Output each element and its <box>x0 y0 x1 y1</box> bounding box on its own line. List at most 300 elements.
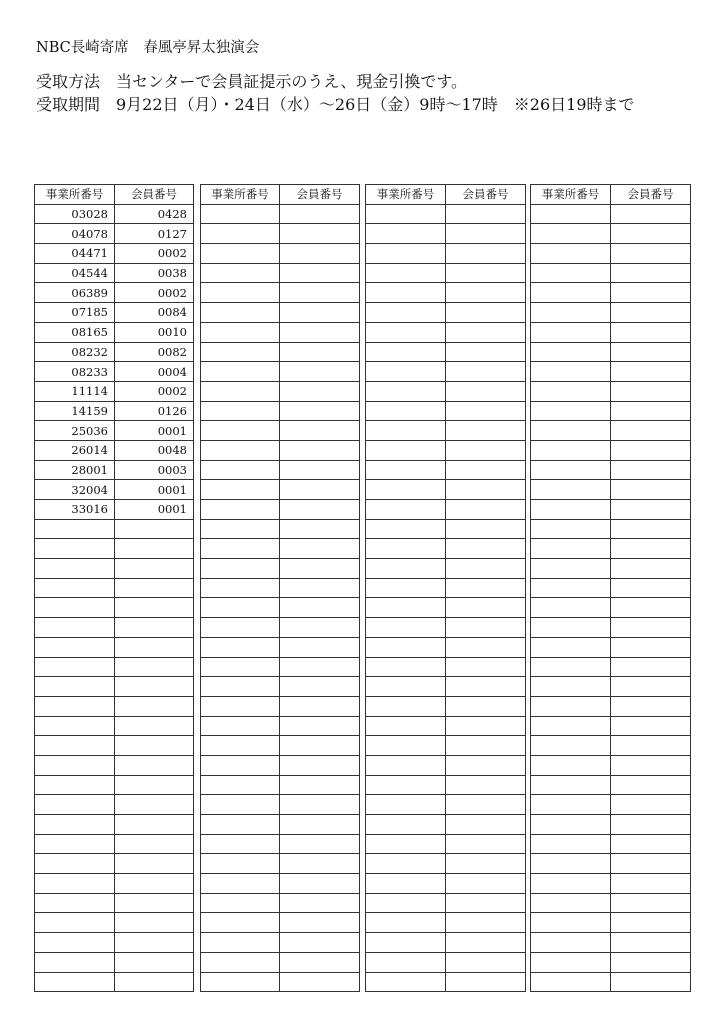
member-number-cell <box>446 283 526 303</box>
member-number-cell <box>280 736 360 756</box>
office-number-cell <box>201 480 280 500</box>
table-row <box>35 775 194 795</box>
table-row <box>201 854 360 874</box>
office-number-cell <box>201 874 280 894</box>
table-row <box>201 913 360 933</box>
member-number-cell <box>280 519 360 539</box>
table-row <box>366 500 526 520</box>
office-number-cell <box>366 539 446 559</box>
member-number-cell <box>446 657 526 677</box>
member-number-cell <box>280 854 360 874</box>
table-row <box>366 342 526 362</box>
office-number-cell <box>35 716 115 736</box>
member-number-cell <box>446 342 526 362</box>
office-number-cell <box>531 696 611 716</box>
member-number-cell <box>280 578 360 598</box>
member-table-2 <box>200 184 360 992</box>
office-number-cell <box>366 440 446 460</box>
office-number-cell <box>201 657 280 677</box>
member-number-cell <box>115 578 194 598</box>
office-number-cell <box>531 421 611 441</box>
table-row <box>201 755 360 775</box>
table-row <box>531 775 691 795</box>
member-number-cell <box>446 519 526 539</box>
table-row <box>201 598 360 618</box>
office-number-cell <box>35 815 115 835</box>
table-row <box>35 362 194 382</box>
office-number-cell <box>366 578 446 598</box>
table-row <box>201 539 360 559</box>
table-row <box>531 598 691 618</box>
member-number-cell <box>115 854 194 874</box>
table-row <box>531 381 691 401</box>
member-number-cell <box>611 637 691 657</box>
table-row <box>531 618 691 638</box>
member-number-cell <box>115 677 194 697</box>
table-row <box>35 736 194 756</box>
table-row <box>366 204 526 224</box>
table-row <box>366 854 526 874</box>
member-number-cell <box>115 755 194 775</box>
member-table-3 <box>365 184 526 992</box>
table-row <box>201 244 360 264</box>
member-number-header: 会員番号 <box>446 185 526 205</box>
office-number-cell <box>366 401 446 421</box>
office-number-cell: 25036 <box>35 421 115 441</box>
table-row <box>366 244 526 264</box>
member-number-cell <box>611 224 691 244</box>
table-row <box>531 204 691 224</box>
table-row <box>531 539 691 559</box>
member-number-cell <box>115 637 194 657</box>
office-number-cell <box>366 598 446 618</box>
office-number-cell <box>531 381 611 401</box>
table-row <box>35 381 194 401</box>
table-row <box>531 854 691 874</box>
office-number-cell <box>35 755 115 775</box>
member-number-cell <box>446 303 526 323</box>
member-number-cell <box>280 401 360 421</box>
office-number-cell <box>366 854 446 874</box>
member-number-cell <box>115 696 194 716</box>
member-number-cell <box>115 913 194 933</box>
office-number-cell <box>366 204 446 224</box>
table-row <box>531 224 691 244</box>
table-row <box>201 421 360 441</box>
member-number-cell <box>611 421 691 441</box>
office-number-cell <box>201 362 280 382</box>
member-number-cell <box>611 933 691 953</box>
table-row <box>35 618 194 638</box>
member-tables <box>0 184 724 994</box>
table-row <box>201 972 360 992</box>
member-number-cell <box>115 618 194 638</box>
office-number-cell: 11114 <box>35 381 115 401</box>
table-header-row <box>35 185 194 205</box>
office-number-cell <box>366 263 446 283</box>
table-row <box>366 815 526 835</box>
table-row <box>366 598 526 618</box>
member-number-cell <box>280 322 360 342</box>
member-number-cell <box>611 716 691 736</box>
table-row <box>531 480 691 500</box>
table-row <box>201 815 360 835</box>
member-number-cell <box>280 657 360 677</box>
member-number-cell <box>280 283 360 303</box>
office-number-cell <box>366 421 446 441</box>
office-number-cell <box>531 480 611 500</box>
table-row <box>35 303 194 323</box>
member-number-cell <box>280 952 360 972</box>
member-number-cell <box>446 500 526 520</box>
office-number-cell <box>35 933 115 953</box>
member-number-cell <box>611 736 691 756</box>
member-number-cell <box>611 204 691 224</box>
member-number-cell <box>611 598 691 618</box>
member-number-cell <box>446 322 526 342</box>
office-number-cell <box>531 972 611 992</box>
office-number-cell <box>201 677 280 697</box>
table-row <box>366 421 526 441</box>
office-number-cell <box>366 362 446 382</box>
table-row <box>531 815 691 835</box>
office-number-cell <box>201 539 280 559</box>
table-row <box>35 322 194 342</box>
office-number-cell <box>35 677 115 697</box>
table-row <box>531 696 691 716</box>
office-number-cell <box>35 559 115 579</box>
table-row <box>201 519 360 539</box>
table-row <box>201 795 360 815</box>
office-number-cell <box>201 618 280 638</box>
office-number-cell: 04471 <box>35 244 115 264</box>
table-row <box>531 500 691 520</box>
member-number-cell <box>446 755 526 775</box>
office-number-cell <box>35 736 115 756</box>
office-number-cell <box>201 440 280 460</box>
office-number-cell: 04544 <box>35 263 115 283</box>
office-number-cell: 08233 <box>35 362 115 382</box>
office-number-cell <box>35 578 115 598</box>
member-number-cell: 0084 <box>115 303 194 323</box>
table-row <box>366 775 526 795</box>
table-row <box>531 303 691 323</box>
office-number-header: 事業所番号 <box>35 185 115 205</box>
table-row <box>366 952 526 972</box>
member-number-cell <box>611 755 691 775</box>
table-row <box>366 933 526 953</box>
table-row <box>35 972 194 992</box>
member-number-cell <box>446 795 526 815</box>
member-number-cell <box>280 224 360 244</box>
table-row <box>201 303 360 323</box>
office-number-cell <box>201 342 280 362</box>
office-number-cell <box>35 618 115 638</box>
office-number-cell <box>531 854 611 874</box>
table-row <box>531 283 691 303</box>
table-row <box>35 952 194 972</box>
office-number-cell: 08232 <box>35 342 115 362</box>
table-row <box>35 519 194 539</box>
office-number-cell <box>366 283 446 303</box>
table-row <box>35 893 194 913</box>
table-row <box>35 795 194 815</box>
office-number-cell <box>35 795 115 815</box>
table-row <box>531 559 691 579</box>
office-number-cell <box>366 972 446 992</box>
member-number-cell <box>611 874 691 894</box>
office-number-cell <box>531 539 611 559</box>
table-row <box>366 913 526 933</box>
member-number-cell: 0001 <box>115 500 194 520</box>
table-row <box>366 755 526 775</box>
office-number-cell <box>366 755 446 775</box>
member-number-cell: 0082 <box>115 342 194 362</box>
office-number-cell <box>531 736 611 756</box>
member-number-cell <box>611 244 691 264</box>
member-number-cell <box>280 381 360 401</box>
table-row <box>35 283 194 303</box>
member-number-cell: 0428 <box>115 204 194 224</box>
member-number-cell <box>115 559 194 579</box>
member-number-cell <box>446 539 526 559</box>
member-number-cell <box>446 893 526 913</box>
table-row <box>366 440 526 460</box>
office-number-cell <box>35 893 115 913</box>
table-row <box>531 874 691 894</box>
table-row <box>201 637 360 657</box>
office-number-cell <box>531 795 611 815</box>
member-number-cell <box>611 677 691 697</box>
office-number-cell <box>35 775 115 795</box>
office-number-cell <box>531 578 611 598</box>
office-number-cell <box>201 775 280 795</box>
office-number-header: 事業所番号 <box>531 185 611 205</box>
table-row <box>531 736 691 756</box>
office-number-cell <box>531 834 611 854</box>
office-number-cell <box>35 657 115 677</box>
table-row <box>35 657 194 677</box>
member-number-cell <box>115 736 194 756</box>
office-number-cell <box>201 972 280 992</box>
table-row <box>35 815 194 835</box>
table-row <box>201 381 360 401</box>
office-number-cell: 04078 <box>35 224 115 244</box>
office-number-cell <box>201 283 280 303</box>
member-number-cell <box>446 637 526 657</box>
office-number-cell <box>366 224 446 244</box>
member-number-cell: 0010 <box>115 322 194 342</box>
office-number-cell <box>366 381 446 401</box>
table-row <box>35 755 194 775</box>
office-number-header: 事業所番号 <box>366 185 446 205</box>
table-row <box>201 736 360 756</box>
member-number-cell <box>446 578 526 598</box>
table-row <box>35 342 194 362</box>
table-row <box>366 322 526 342</box>
office-number-cell <box>366 519 446 539</box>
member-number-cell <box>280 500 360 520</box>
member-number-cell <box>446 440 526 460</box>
member-number-cell <box>280 303 360 323</box>
table-row <box>35 224 194 244</box>
office-number-cell <box>531 401 611 421</box>
office-number-cell <box>531 322 611 342</box>
table-row <box>531 657 691 677</box>
table-row <box>366 519 526 539</box>
office-number-cell <box>531 815 611 835</box>
member-number-cell <box>115 775 194 795</box>
pickup-method: 受取方法 当センターで会員証提示のうえ、現金引換です。 <box>36 72 468 91</box>
table-row <box>201 263 360 283</box>
member-number-cell <box>611 893 691 913</box>
member-number-cell <box>280 893 360 913</box>
office-number-cell <box>201 460 280 480</box>
table-row <box>531 578 691 598</box>
office-number-cell <box>366 677 446 697</box>
table-row <box>201 224 360 244</box>
office-number-cell <box>201 913 280 933</box>
office-number-cell <box>201 755 280 775</box>
member-number-cell <box>115 657 194 677</box>
table-row <box>201 362 360 382</box>
member-number-cell <box>446 401 526 421</box>
office-number-cell <box>531 657 611 677</box>
member-number-cell <box>280 716 360 736</box>
member-number-cell <box>611 263 691 283</box>
member-number-cell <box>115 815 194 835</box>
office-number-cell <box>531 519 611 539</box>
member-number-cell <box>446 480 526 500</box>
member-number-cell <box>611 539 691 559</box>
member-number-cell <box>611 972 691 992</box>
table-row <box>35 421 194 441</box>
table-row <box>531 401 691 421</box>
member-number-cell <box>280 244 360 264</box>
member-number-cell <box>446 677 526 697</box>
office-number-cell: 32004 <box>35 480 115 500</box>
office-number-cell <box>366 716 446 736</box>
member-number-cell <box>611 834 691 854</box>
table-row <box>35 244 194 264</box>
office-number-cell <box>366 303 446 323</box>
table-row <box>531 952 691 972</box>
table-row <box>366 736 526 756</box>
office-number-cell <box>531 342 611 362</box>
office-number-cell <box>201 303 280 323</box>
member-number-cell <box>280 874 360 894</box>
office-number-cell <box>366 657 446 677</box>
member-number-cell <box>280 972 360 992</box>
table-header-row <box>531 185 691 205</box>
office-number-cell <box>201 559 280 579</box>
office-number-cell <box>531 716 611 736</box>
member-number-cell <box>611 519 691 539</box>
office-number-cell <box>366 893 446 913</box>
table-row <box>35 263 194 283</box>
table-row <box>201 874 360 894</box>
member-number-cell: 0048 <box>115 440 194 460</box>
table-row <box>35 401 194 421</box>
table-row <box>35 696 194 716</box>
table-row <box>35 539 194 559</box>
table-row <box>201 893 360 913</box>
office-number-cell <box>531 559 611 579</box>
member-number-cell: 0002 <box>115 283 194 303</box>
office-number-cell <box>531 500 611 520</box>
member-number-cell <box>446 618 526 638</box>
office-number-cell <box>366 696 446 716</box>
table-row <box>201 460 360 480</box>
member-number-cell <box>280 539 360 559</box>
office-number-cell <box>531 303 611 323</box>
office-number-cell: 33016 <box>35 500 115 520</box>
member-number-cell <box>115 834 194 854</box>
office-number-cell <box>35 637 115 657</box>
member-number-cell <box>446 874 526 894</box>
member-number-cell <box>280 204 360 224</box>
member-number-cell <box>280 460 360 480</box>
office-number-cell <box>201 933 280 953</box>
table-row <box>366 874 526 894</box>
table-row <box>366 716 526 736</box>
table-row <box>531 795 691 815</box>
office-number-cell <box>35 952 115 972</box>
office-number-cell <box>35 913 115 933</box>
table-row <box>201 933 360 953</box>
member-number-cell <box>611 362 691 382</box>
table-row <box>366 539 526 559</box>
table-row <box>201 834 360 854</box>
office-number-cell <box>35 539 115 559</box>
office-number-cell <box>35 598 115 618</box>
table-row <box>201 677 360 697</box>
member-number-cell <box>280 263 360 283</box>
table-row <box>531 440 691 460</box>
table-row <box>35 874 194 894</box>
table-row <box>531 913 691 933</box>
member-number-cell <box>611 913 691 933</box>
office-number-cell <box>531 755 611 775</box>
office-number-cell <box>531 598 611 618</box>
member-number-cell <box>115 972 194 992</box>
member-number-cell <box>446 775 526 795</box>
member-number-cell <box>115 716 194 736</box>
office-number-cell <box>366 933 446 953</box>
office-number-cell <box>201 263 280 283</box>
office-number-cell <box>201 815 280 835</box>
member-number-cell <box>446 559 526 579</box>
office-number-cell <box>201 952 280 972</box>
table-row <box>366 401 526 421</box>
table-row <box>201 480 360 500</box>
member-number-cell <box>611 342 691 362</box>
table-row <box>531 755 691 775</box>
member-number-cell <box>280 637 360 657</box>
member-number-cell <box>611 480 691 500</box>
table-header-row <box>201 185 360 205</box>
member-number-cell <box>280 480 360 500</box>
office-number-cell <box>201 854 280 874</box>
member-number-cell <box>611 303 691 323</box>
member-number-cell: 0127 <box>115 224 194 244</box>
office-number-cell <box>35 874 115 894</box>
table-row <box>531 933 691 953</box>
member-number-cell <box>611 815 691 835</box>
member-number-cell <box>611 559 691 579</box>
table-row <box>201 657 360 677</box>
table-row <box>531 421 691 441</box>
